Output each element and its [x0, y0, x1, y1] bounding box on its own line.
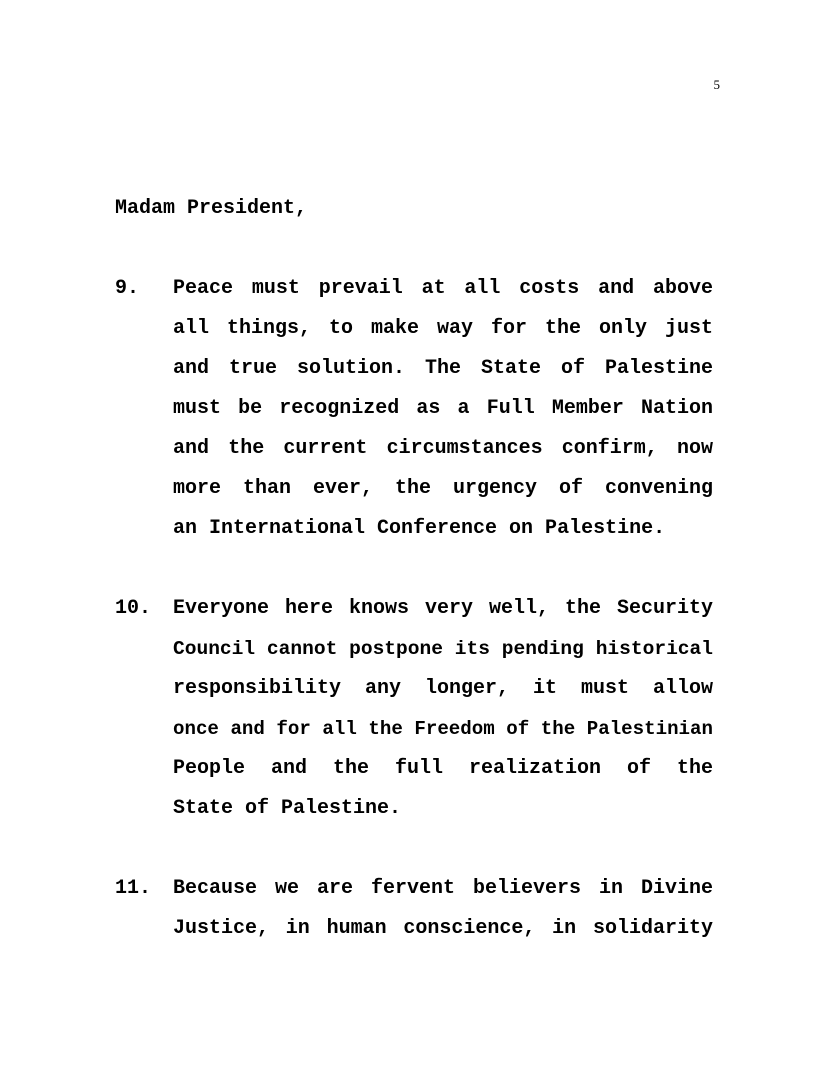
paragraph-body [173, 589, 713, 829]
paragraph-line: State of Palestine. [173, 797, 402, 820]
paragraph-line: must be recognized as a Full Member Nation [173, 397, 713, 420]
paragraph-number: 11. [115, 877, 152, 900]
paragraph-line: Council cannot postpone its pending historical [173, 638, 713, 660]
paragraph-number: 9. [115, 277, 140, 300]
paragraph-line: all things, to make way for the only just [173, 317, 713, 340]
paragraph-line: Justice, in human conscience, in solidarity [173, 917, 713, 940]
paragraph-body [173, 269, 713, 549]
paragraph-number: 10. [115, 597, 152, 620]
paragraph-line: responsibility any longer, it must allow [173, 677, 713, 700]
paragraph-line: Because we are fervent believers in Divine [173, 877, 713, 900]
paragraph-line: and the current circumstances confirm, now [173, 437, 713, 460]
page-number: 5 [713, 77, 720, 92]
paragraph-line: and true solution. The State of Palestine [173, 357, 713, 380]
paragraph-line: more than ever, the urgency of convening [173, 477, 713, 500]
paragraph-line: Everyone here knows very well, the Security [173, 597, 713, 620]
salutation: Madam President, [115, 197, 308, 220]
paragraph-line: Peace must prevail at all costs and above [173, 277, 713, 300]
paragraph-line: once and for all the Freedom of the Palestinian [173, 718, 713, 740]
paragraph-body [173, 869, 713, 949]
paragraph-line: an International Conference on Palestine. [173, 517, 666, 540]
paragraph-line: People and the full realization of the [173, 757, 713, 780]
